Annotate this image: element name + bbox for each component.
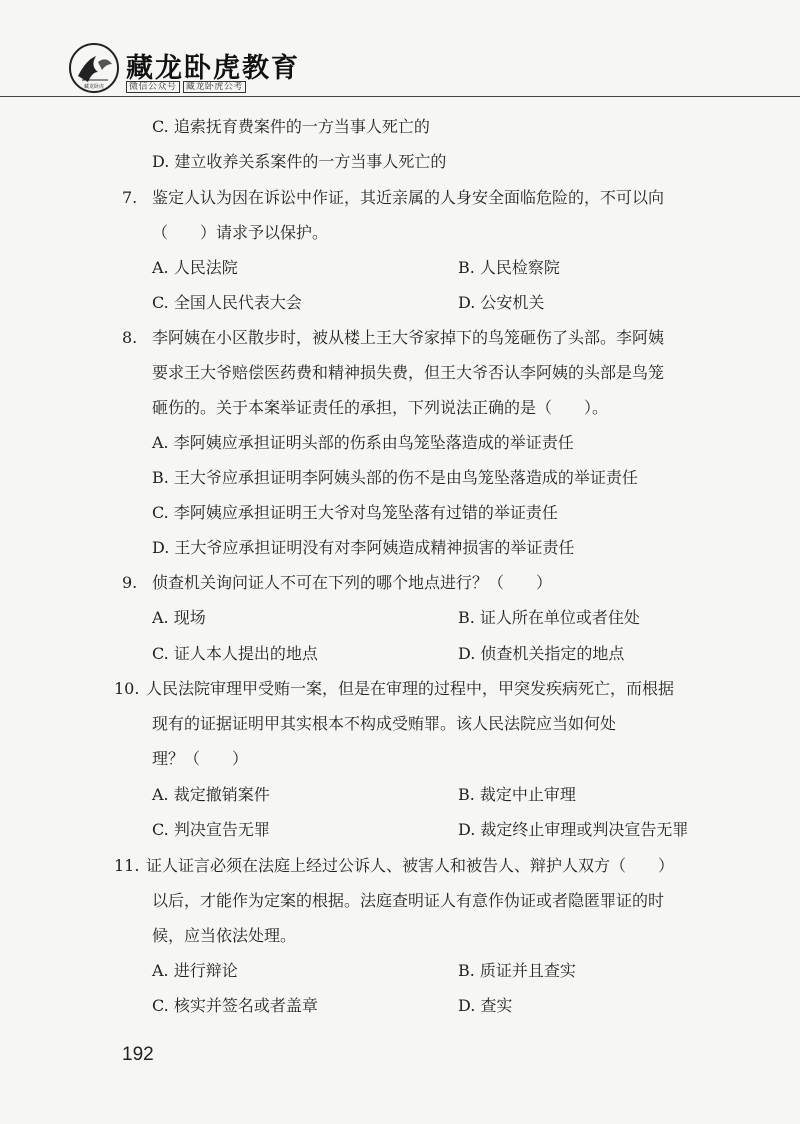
q10-stem-line-3: 理？（ ）: [152, 749, 249, 768]
q11-number: 11.: [114, 856, 140, 875]
q9-number: 9.: [122, 573, 138, 592]
brand-subtitle: [126, 81, 246, 93]
q10-option-b: B. 裁定中止审理: [458, 785, 576, 804]
q11-option-b: B. 质证并且查实: [458, 961, 576, 980]
q10-option-d: D. 裁定终止审理或判决宣告无罪: [458, 820, 689, 839]
q8-option-c: C. 李阿姨应承担证明王大爷对鸟笼坠落有过错的举证责任: [152, 503, 558, 522]
q8-stem-line-1: 李阿姨在小区散步时，被从楼上王大爷家掉下的鸟笼砸伤了头部。李阿姨: [152, 328, 665, 347]
q10-number: 10.: [114, 679, 140, 698]
q6-option-d: D. 建立收养关系案件的一方当事人死亡的: [152, 152, 447, 171]
q8-stem-line-3: 砸伤的。关于本案举证责任的承担，下列说法正确的是（ ）。: [152, 398, 609, 417]
brand-logo: [68, 42, 120, 94]
q8-stem-line-2: 要求王大爷赔偿医药费和精神损失费，但王大爷否认李阿姨的头部是鸟笼: [152, 363, 665, 382]
q10-option-a: A. 裁定撤销案件: [152, 785, 270, 804]
q9-option-a: A. 现场: [152, 608, 206, 627]
q8-option-d: D. 王大爷应承担证明没有对李阿姨造成精神损害的举证责任: [152, 538, 575, 557]
brand-title: 藏龙卧虎教育: [126, 53, 300, 84]
brand-subtitle-wechat: 微信公众号: [126, 81, 180, 93]
brand-subtitle-account: 藏龙卧虎公考: [183, 81, 246, 93]
page-number: 192: [122, 1044, 154, 1065]
q11-option-a: A. 进行辩论: [152, 961, 238, 980]
q11-stem-line-2: 以后，才能作为定案的根据。法庭查明证人有意作伪证或者隐匿罪证的时: [152, 891, 665, 910]
q9-stem-line-1: 侦查机关询问证人不可在下列的哪个地点进行？（ ）: [152, 573, 553, 592]
page-header: [0, 0, 800, 98]
q9-option-c: C. 证人本人提出的地点: [152, 644, 318, 663]
q8-number: 8.: [122, 328, 138, 347]
q10-stem-line-1: 人民法院审理甲受贿一案，但是在审理的过程中，甲突发疾病死亡，而根据: [146, 679, 675, 698]
q9-option-d: D. 侦查机关指定的地点: [458, 644, 625, 663]
q11-stem-line-3: 候，应当依法处理。: [152, 926, 297, 945]
q8-option-a: A. 李阿姨应承担证明头部的伤系由鸟笼坠落造成的举证责任: [152, 433, 574, 452]
q11-option-d: D. 查实: [458, 996, 513, 1015]
q7-number: 7.: [122, 188, 138, 207]
q7-option-c: C. 全国人民代表大会: [152, 293, 302, 312]
q7-stem-line-1: 鉴定人认为因在诉讼中作证，其近亲属的人身安全面临危险的，不可以向: [152, 188, 665, 207]
q10-stem-line-2: 现有的证据证明甲其实根本不构成受贿罪。该人民法院应当如何处: [152, 714, 617, 733]
q7-stem-line-2: （ ）请求予以保护。: [152, 223, 329, 242]
q6-option-c: C. 追索抚育费案件的一方当事人死亡的: [152, 117, 430, 136]
header-divider: [0, 96, 800, 97]
q8-option-b: B. 王大爷应承担证明李阿姨头部的伤不是由鸟笼坠落造成的举证责任: [152, 468, 638, 487]
q10-option-c: C. 判决宣告无罪: [152, 820, 270, 839]
q11-option-c: C. 核实并签名或者盖章: [152, 996, 318, 1015]
q9-option-b: B. 证人所在单位或者住处: [458, 608, 640, 627]
q7-option-b: B. 人民检察院: [458, 258, 560, 277]
logo-caption: 藏龙卧虎: [83, 84, 105, 90]
q11-stem-line-1: 证人证言必须在法庭上经过公诉人、被害人和被告人、辩护人双方（ ）: [146, 856, 675, 875]
q7-option-d: D. 公安机关: [458, 293, 545, 312]
q7-option-a: A. 人民法院: [152, 258, 238, 277]
